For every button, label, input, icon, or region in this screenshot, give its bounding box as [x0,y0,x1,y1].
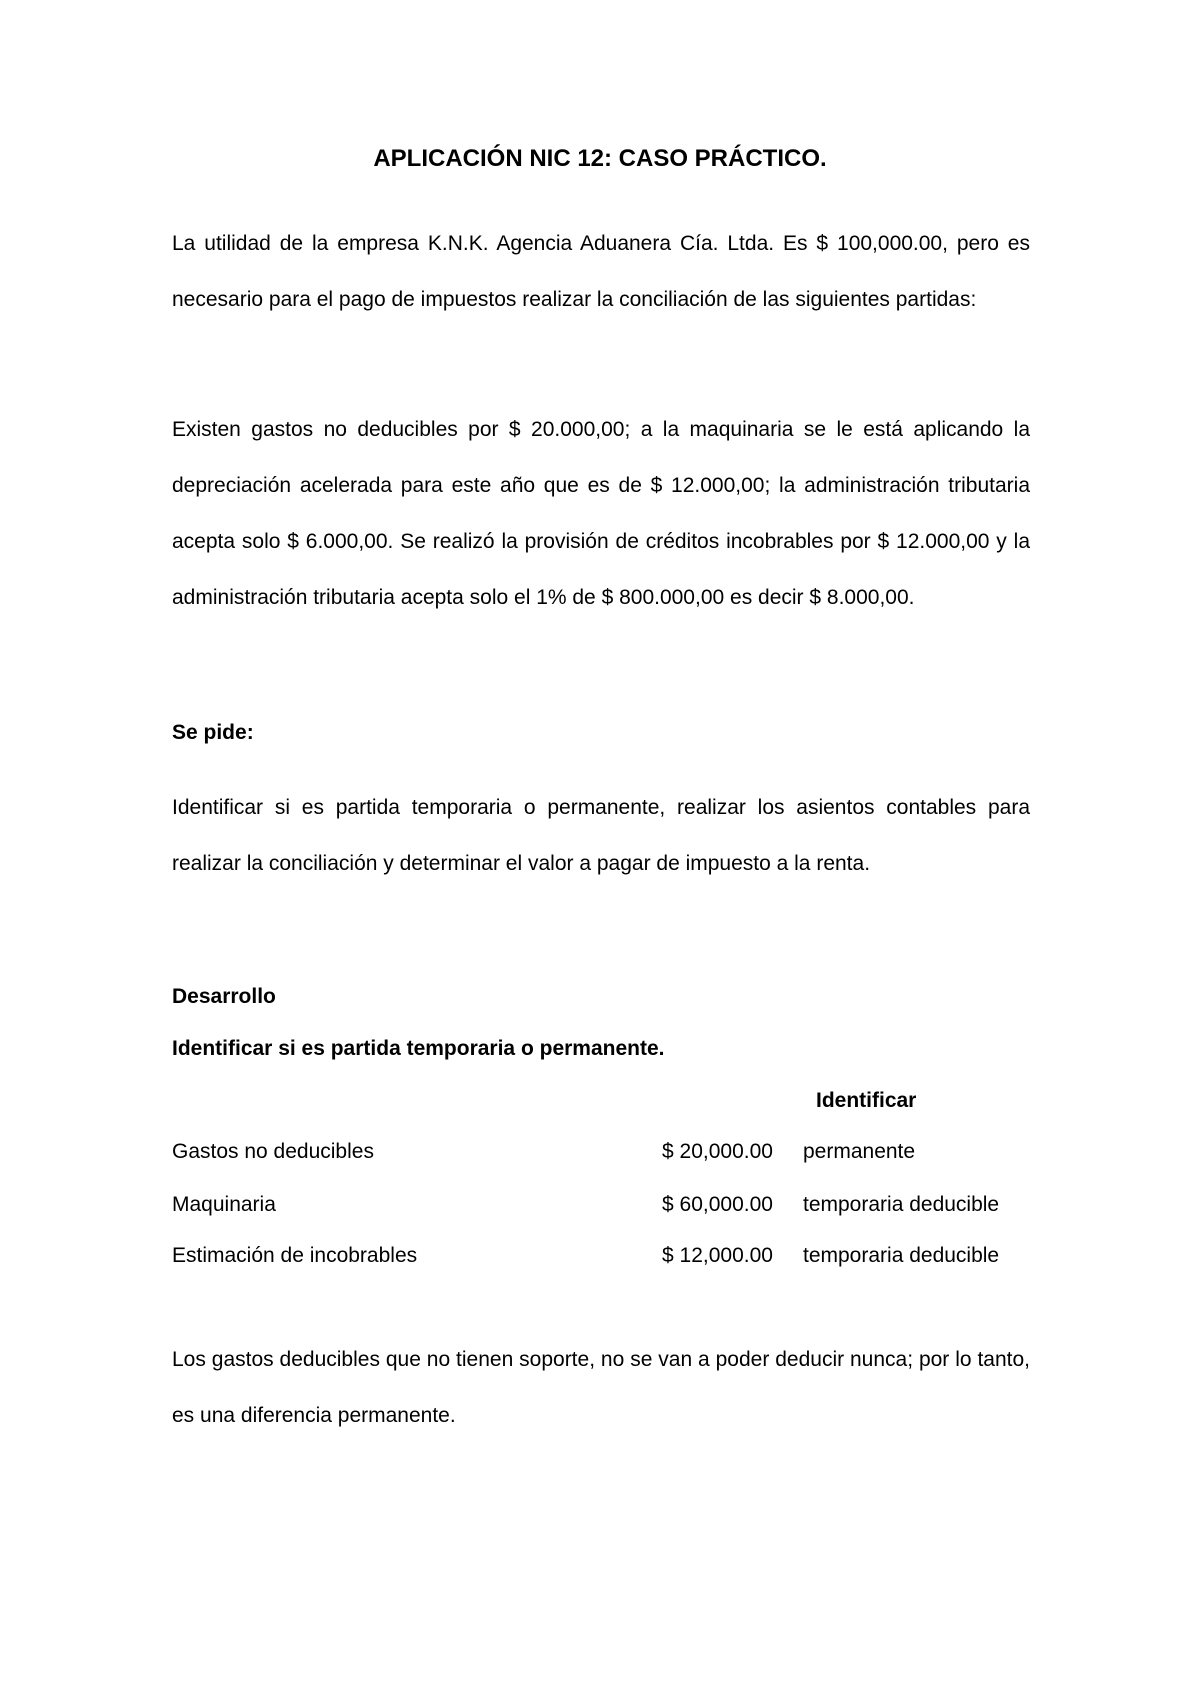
intro-paragraph: La utilidad de la empresa K.N.K. Agencia Aduanera Cía. Ltda. Es $ 100,000.00, pero es necesario para el pago de impuestos realizar la conciliación de las siguientes partidas: [172,232,1030,311]
identificar-heading: Identificar si es partida temporaria o permanente. [172,1037,665,1060]
row-amount: $ 12,000.00 [662,1244,773,1267]
document-title: APLICACIÓN NIC 12: CASO PRÁCTICO. [373,145,827,172]
row-amount: $ 60,000.00 [662,1193,773,1216]
row-amount: $ 20,000.00 [662,1140,773,1163]
row-classification: temporaria deducible [803,1244,1000,1267]
row-description: Gastos no deducibles [172,1140,374,1163]
task-paragraph: Identificar si es partida temporaria o permanente, realizar los asientos contables para realizar la conciliación y determinar el valor a pagar de impuesto a la renta. [172,796,1030,875]
table-row [172,1241,1030,1271]
table-column-header: Identificar [816,1089,917,1112]
conclusion-paragraph: Los gastos deducibles que no tienen soporte, no se van a poder deducir nunca; por lo tanto, es una diferencia permanente. [172,1348,1030,1427]
details-paragraph: Existen gastos no deducibles por $ 20.000,00; a la maquinaria se le está aplicando la depreciación acelerada para este año que es de $ 12.000,00; la administración tributaria acepta solo $ 6.000,00. Se realizó la provisión de créditos incobrables por $ 12.000,00 y la administración tributaria acepta solo el 1% de $ 800.000,00 es decir $ 8.000,00. [172,418,1030,609]
row-classification: temporaria deducible [803,1193,1000,1216]
row-description: Estimación de incobrables [172,1244,418,1267]
table-row [172,1137,1030,1167]
desarrollo-heading: Desarrollo [172,985,276,1008]
row-classification: permanente [803,1140,916,1163]
row-description: Maquinaria [172,1193,276,1216]
table-row [172,1190,1030,1220]
se-pide-heading: Se pide: [172,721,254,744]
